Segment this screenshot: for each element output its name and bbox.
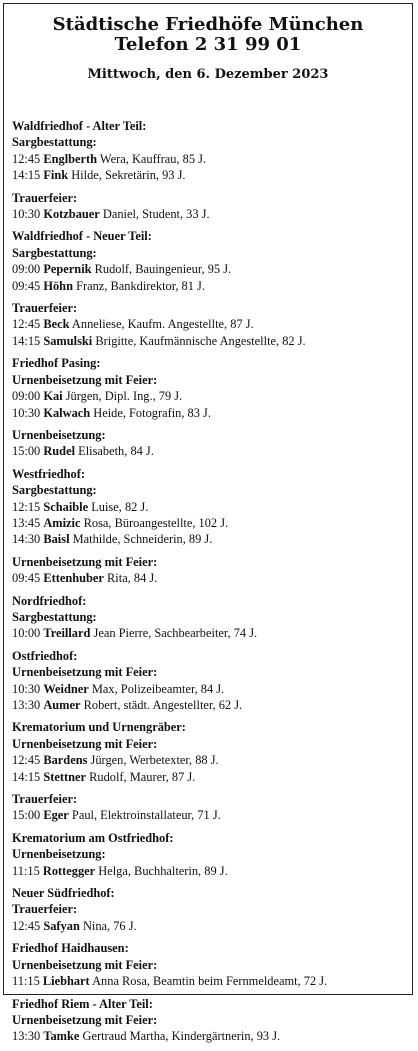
list-item (12, 531, 408, 547)
deceased-details: Jürgen, Dipl. Ing., 79 J. (65, 389, 183, 404)
deceased-surname: Baisl (43, 532, 70, 547)
list-item (12, 515, 408, 531)
deceased-details: Jean Pierre, Sachbearbeiter, 74 J. (93, 626, 258, 641)
ceremony-time: 13:30 (12, 698, 41, 712)
list-item (12, 752, 408, 768)
ceremony-type: Trauerfeier: (12, 792, 78, 807)
notice-date: Mittwoch, den 6. Dezember 2023 (87, 67, 329, 82)
ceremony-type: Urnenbeisetzung mit Feier: (12, 665, 158, 680)
deceased-surname: Weidner (43, 681, 89, 696)
deceased-surname: Schaible (43, 499, 89, 514)
ceremony-time: 10:30 (12, 207, 41, 222)
schedule-section (12, 554, 408, 587)
deceased-details: Gertraud Martha, Kindergärtnerin, 93 J. (82, 1029, 281, 1044)
ceremony-time: 12:45 (12, 317, 41, 332)
cemetery-name: Ostfriedhof: (12, 648, 78, 663)
schedule-section (12, 830, 408, 879)
ceremony-time: 13:30 (12, 1029, 41, 1044)
cemetery-name: Westfriedhof: (12, 466, 85, 481)
deceased-surname: Beck (43, 317, 70, 332)
ceremony-type: Trauerfeier: (12, 902, 78, 917)
list-item (12, 388, 408, 404)
deceased-details: Brigitte, Kaufmännische Angestellte, 82 J. (95, 333, 306, 348)
list-item (12, 807, 408, 823)
ceremony-type: Urnenbeisetzung mit Feier: (12, 1012, 158, 1027)
deceased-surname: Kai (43, 389, 63, 404)
notice-title-line2: Telefon 2 31 99 01 (114, 34, 302, 55)
deceased-details: Wera, Kauffrau, 85 J. (99, 151, 207, 166)
deceased-details: Franz, Bankdirektor, 81 J. (76, 278, 205, 293)
deceased-details: Elisabeth, 84 J. (78, 444, 154, 459)
notice-header (4, 4, 412, 83)
schedule-section (12, 791, 408, 824)
ceremony-time: 10:00 (12, 626, 41, 641)
deceased-details: Heide, Fotografin, 83 J. (93, 405, 211, 420)
deceased-surname: Rottegger (42, 863, 96, 878)
ceremony-type: Urnenbeisetzung: (12, 847, 106, 862)
ceremony-time: 09:00 (12, 389, 41, 404)
ceremony-time: 09:45 (12, 571, 41, 586)
cemetery-name: Nordfriedhof: (12, 593, 87, 608)
deceased-surname: Pepernik (43, 262, 92, 277)
ceremony-type: Sargbestattung: (12, 245, 97, 260)
ceremony-type: Urnenbeisetzung mit Feier: (12, 554, 158, 569)
deceased-surname: Fink (43, 168, 69, 183)
deceased-details: Robert, städt. Angestellter, 62 J. (83, 698, 243, 712)
list-item (12, 681, 408, 697)
deceased-surname: Höhn (43, 278, 73, 293)
ceremony-time: 15:00 (12, 808, 41, 823)
deceased-surname: Amizic (43, 515, 81, 530)
ceremony-time: 14:15 (12, 168, 41, 183)
ceremony-time: 12:45 (12, 753, 41, 768)
notice-title-line1: Städtische Friedhöfe München (52, 14, 364, 35)
deceased-surname: Stettner (43, 769, 87, 784)
cemetery-name: Waldfriedhof - Neuer Teil: (12, 229, 152, 244)
list-item (12, 151, 408, 167)
ceremony-time: 09:00 (12, 262, 41, 277)
deceased-details: Nina, 76 J. (82, 918, 137, 933)
deceased-details: Rudolf, Maurer, 87 J. (89, 769, 196, 784)
list-item (12, 1028, 408, 1044)
schedule-section (12, 940, 408, 989)
ceremony-time: 12:45 (12, 918, 41, 933)
deceased-details: Hilde, Sekretärin, 93 J. (71, 168, 186, 183)
schedule-section (12, 648, 408, 714)
deceased-details: Rosa, Büroangestellte, 102 J. (83, 515, 229, 530)
list-item (12, 206, 408, 222)
cemetery-name: Friedhof Pasing: (12, 356, 101, 371)
ceremony-time: 14:15 (12, 769, 41, 784)
ceremony-type: Sargbestattung: (12, 609, 97, 624)
list-item (12, 625, 408, 641)
deceased-surname: Ettenhuber (43, 571, 104, 586)
list-item (12, 570, 408, 586)
deceased-details: Helga, Buchhalterin, 89 J. (98, 863, 228, 878)
schedule-section (12, 719, 408, 785)
ceremony-time: 11:15 (12, 974, 40, 989)
list-item (12, 973, 408, 989)
deceased-details: Anneliese, Kaufm. Angestellte, 87 J. (71, 317, 254, 332)
burial-schedule (12, 118, 408, 1051)
ceremony-time: 14:15 (12, 333, 41, 348)
cemetery-name: Friedhof Riem - Alter Teil: (12, 996, 153, 1011)
deceased-surname: Kotzbauer (43, 207, 100, 222)
list-item (12, 863, 408, 879)
ceremony-time: 11:15 (12, 863, 40, 878)
ceremony-time: 09:45 (12, 278, 41, 293)
deceased-surname: Aumer (43, 698, 81, 712)
schedule-section (12, 118, 408, 184)
deceased-surname: Treillard (43, 626, 91, 641)
schedule-section (12, 466, 408, 548)
list-item (12, 918, 408, 934)
schedule-section (12, 228, 408, 294)
ceremony-time: 10:30 (12, 681, 41, 696)
ceremony-time: 13:45 (12, 515, 41, 530)
deceased-surname: Englberth (43, 151, 98, 166)
cemetery-name: Krematorium und Urnengräber: (12, 720, 186, 735)
deceased-details: Mathilde, Schneiderin, 89 J. (72, 532, 213, 547)
deceased-surname: Safyan (43, 918, 80, 933)
cemetery-name: Krematorium am Ostfriedhof: (12, 830, 174, 845)
schedule-section (12, 885, 408, 934)
cemetery-name: Neuer Südfriedhof: (12, 886, 115, 901)
list-item (12, 167, 408, 183)
ceremony-time: 14:30 (12, 532, 41, 547)
deceased-details: Anna Rosa, Beamtin beim Fernmeldeamt, 72 J. (92, 974, 328, 989)
ceremony-time: 10:30 (12, 405, 41, 420)
schedule-section (12, 300, 408, 349)
ceremony-type: Trauerfeier: (12, 301, 78, 316)
deceased-surname: Liebhart (42, 974, 90, 989)
list-item (12, 443, 408, 459)
deceased-details: Daniel, Student, 33 J. (102, 207, 210, 222)
ceremony-type: Urnenbeisetzung mit Feier: (12, 736, 158, 751)
schedule-section (12, 427, 408, 460)
ceremony-type: Trauerfeier: (12, 190, 78, 205)
deceased-surname: Samulski (43, 333, 93, 348)
ceremony-type: Sargbestattung: (12, 135, 97, 150)
deceased-surname: Rudel (43, 444, 76, 459)
deceased-details: Max, Polizeibeamter, 84 J. (91, 681, 225, 696)
deceased-surname: Kalwach (43, 405, 91, 420)
list-item (12, 405, 408, 421)
list-item (12, 261, 408, 277)
ceremony-time: 12:15 (12, 499, 41, 514)
ceremony-type: Urnenbeisetzung: (12, 427, 106, 442)
cemetery-name: Waldfriedhof - Alter Teil: (12, 119, 147, 133)
list-item (12, 697, 408, 713)
ceremony-type: Urnenbeisetzung mit Feier: (12, 957, 158, 972)
ceremony-time: 12:45 (12, 151, 41, 166)
notice-frame (3, 3, 413, 1044)
ceremony-type: Urnenbeisetzung mit Feier: (12, 372, 158, 387)
deceased-details: Luise, 82 J. (91, 499, 149, 514)
deceased-details: Jürgen, Werbetexter, 88 J. (90, 753, 219, 768)
deceased-surname: Eger (43, 808, 69, 823)
list-item (12, 769, 408, 785)
deceased-details: Rita, 84 J. (107, 571, 158, 586)
deceased-surname: Bardens (43, 753, 88, 768)
deceased-surname: Tamke (43, 1029, 80, 1044)
cemetery-name: Friedhof Haidhausen: (12, 941, 129, 956)
deceased-details: Paul, Elektroinstallateur, 71 J. (71, 808, 221, 823)
schedule-section (12, 355, 408, 421)
ceremony-type: Sargbestattung: (12, 483, 97, 498)
schedule-section (12, 593, 408, 642)
ceremony-time: 15:00 (12, 444, 41, 459)
list-item (12, 278, 408, 294)
list-item (12, 316, 408, 332)
schedule-section (12, 190, 408, 223)
deceased-details: Rudolf, Bauingenieur, 95 J. (94, 262, 232, 277)
list-item (12, 499, 408, 515)
list-item (12, 333, 408, 349)
schedule-section (12, 996, 408, 1045)
